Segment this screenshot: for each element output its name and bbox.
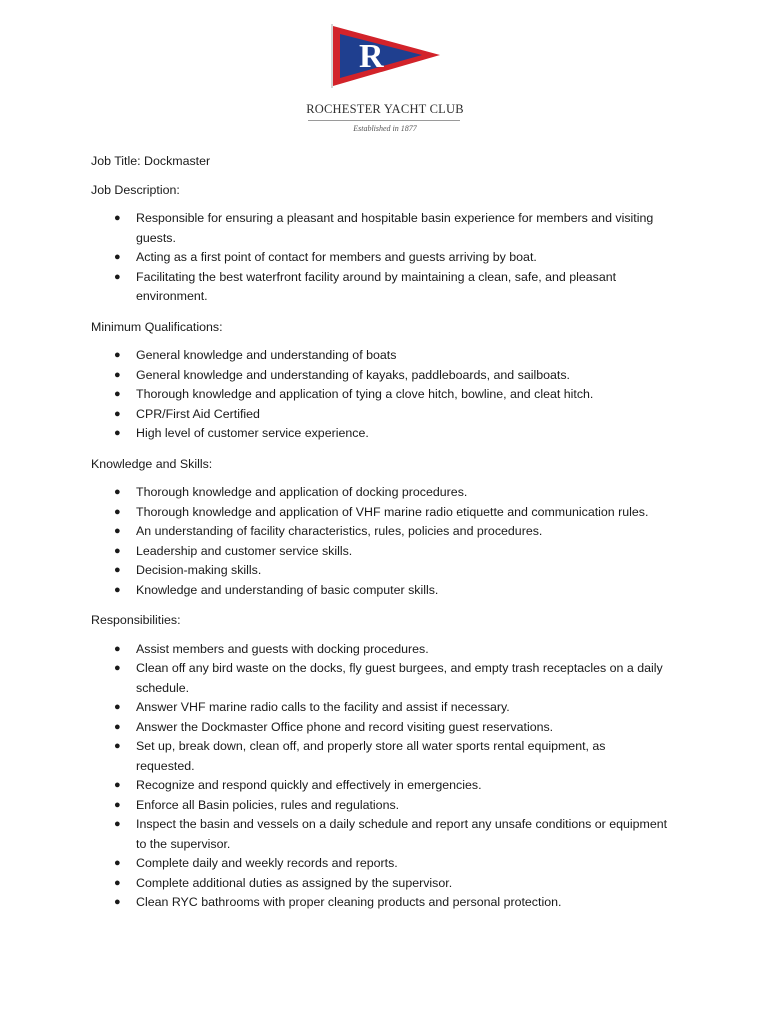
list-item bbox=[91, 542, 691, 562]
list-item-text: requested. bbox=[136, 758, 195, 773]
list-item-text: Complete daily and weekly records and reports. bbox=[136, 856, 398, 870]
bullet-list bbox=[91, 346, 691, 444]
list-item-text: General knowledge and understanding of boats bbox=[136, 348, 397, 362]
bullet-list bbox=[91, 209, 691, 307]
list-item-text: to the supervisor. bbox=[136, 836, 231, 851]
section-heading: Minimum Qualifications: bbox=[91, 319, 223, 334]
bullet-icon: ● bbox=[114, 818, 121, 830]
list-item-text: guests. bbox=[136, 230, 176, 245]
logo-letter: R bbox=[359, 38, 384, 75]
list-item-text: Recognize and respond quickly and effectively in emergencies. bbox=[136, 778, 482, 792]
list-item-text: Thorough knowledge and application of VHF marine radio etiquette and communication rules. bbox=[136, 504, 649, 519]
list-item bbox=[91, 209, 691, 248]
bullet-icon: ● bbox=[114, 251, 121, 263]
section-heading: Responsibilities: bbox=[91, 613, 181, 627]
list-item-text: An understanding of facility characteristics, rules, policies and procedures. bbox=[136, 524, 543, 538]
list-item-text: Responsible for ensuring a pleasant and hospitable basin experience for members and visiting bbox=[136, 211, 654, 225]
bullet-icon: ● bbox=[114, 388, 121, 400]
bullet-icon: ● bbox=[114, 564, 121, 576]
list-item bbox=[91, 268, 691, 307]
bullet-icon: ● bbox=[114, 857, 121, 869]
list-item-text: Inspect the basin and vessels on a daily schedule and report any unsafe conditions or equipment bbox=[136, 817, 668, 831]
list-item-text: schedule. bbox=[136, 680, 190, 695]
job-title: Job Title: Dockmaster bbox=[91, 154, 211, 168]
list-item-text: Enforce all Basin policies, rules and regulations. bbox=[136, 797, 400, 812]
list-item-text: Set up, break down, clean off, and properly store all water sports rental equipment, as bbox=[136, 739, 606, 753]
bullet-icon: ● bbox=[114, 368, 121, 381]
list-item-text: General knowledge and understanding of kayaks, paddleboards, and sailboats. bbox=[136, 367, 570, 382]
list-item bbox=[91, 796, 691, 816]
list-item bbox=[91, 698, 691, 718]
list-item-text: Leadership and customer service skills. bbox=[136, 543, 353, 558]
list-item-text: Acting as a first point of contact for members and guests arriving by boat. bbox=[136, 250, 537, 264]
list-item bbox=[91, 503, 691, 523]
bullet-list bbox=[91, 483, 691, 600]
bullet-icon: ● bbox=[114, 662, 121, 674]
list-item bbox=[91, 405, 691, 425]
list-item-text: environment. bbox=[136, 289, 208, 303]
list-item-text: Thorough knowledge and application of docking procedures. bbox=[136, 485, 468, 499]
list-item-text: Thorough knowledge and application of tying a clove hitch, bowline, and cleat hitch. bbox=[136, 387, 594, 401]
list-item bbox=[91, 366, 691, 386]
bullet-icon: ● bbox=[114, 720, 121, 733]
bullet-icon: ● bbox=[114, 486, 121, 498]
bullet-icon: ● bbox=[114, 525, 121, 537]
list-item bbox=[91, 385, 691, 405]
burgee-flag-icon bbox=[328, 22, 444, 90]
list-item bbox=[91, 659, 691, 698]
logo-divider bbox=[308, 120, 460, 121]
list-item bbox=[91, 483, 691, 503]
established-line: Established in 1877 bbox=[353, 124, 417, 133]
list-item-text: Knowledge and understanding of basic computer skills. bbox=[136, 582, 439, 597]
list-item bbox=[91, 718, 691, 738]
list-item bbox=[91, 346, 691, 366]
list-item bbox=[91, 424, 691, 444]
list-item-text: Complete additional duties as assigned by the supervisor. bbox=[136, 875, 453, 890]
bullet-icon: ● bbox=[114, 212, 121, 224]
list-item bbox=[91, 854, 691, 874]
list-item-text: High level of customer service experience. bbox=[136, 426, 369, 440]
club-name: ROCHESTER YACHT CLUB bbox=[306, 102, 464, 116]
list-item-text: Clean RYC bathrooms with proper cleaning products and personal protection. bbox=[136, 895, 562, 909]
list-item-text: CPR/First Aid Certified bbox=[136, 406, 260, 421]
list-item-text: Clean off any bird waste on the docks, fly guest burgees, and empty trash receptacles on a daily bbox=[136, 661, 663, 675]
bullet-icon: ● bbox=[114, 407, 121, 420]
section-heading: Job Description: bbox=[91, 182, 180, 197]
bullet-icon: ● bbox=[114, 876, 121, 889]
list-item bbox=[91, 737, 691, 776]
bullet-icon: ● bbox=[114, 505, 121, 518]
bullet-icon: ● bbox=[114, 779, 121, 791]
list-item-text: Decision-making skills. bbox=[136, 563, 262, 577]
bullet-icon: ● bbox=[114, 701, 121, 713]
bullet-icon: ● bbox=[114, 740, 121, 752]
bullet-icon: ● bbox=[114, 427, 121, 439]
list-item bbox=[91, 581, 691, 601]
list-item-text: Assist members and guests with docking procedures. bbox=[136, 641, 429, 656]
club-logo bbox=[300, 22, 470, 140]
job-posting-body bbox=[91, 152, 691, 924]
list-item bbox=[91, 815, 691, 854]
list-item bbox=[91, 874, 691, 894]
bullet-icon: ● bbox=[114, 798, 121, 811]
list-item bbox=[91, 248, 691, 268]
list-item bbox=[91, 522, 691, 542]
list-item bbox=[91, 776, 691, 796]
list-item-text: Answer the Dockmaster Office phone and record visiting guest reservations. bbox=[136, 719, 554, 734]
list-item-text: Facilitating the best waterfront facility around by maintaining a clean, safe, and pleasant bbox=[136, 269, 617, 284]
list-item-text: Answer VHF marine radio calls to the facility and assist if necessary. bbox=[136, 700, 510, 714]
bullet-icon: ● bbox=[114, 583, 121, 596]
bullet-list bbox=[91, 640, 691, 913]
bullet-icon: ● bbox=[114, 270, 121, 283]
list-item bbox=[91, 640, 691, 660]
list-item bbox=[91, 893, 691, 913]
bullet-icon: ● bbox=[114, 896, 121, 908]
bullet-icon: ● bbox=[114, 642, 121, 655]
bullet-icon: ● bbox=[114, 349, 121, 361]
section-heading: Knowledge and Skills: bbox=[91, 456, 213, 471]
bullet-icon: ● bbox=[114, 544, 121, 557]
list-item bbox=[91, 561, 691, 581]
